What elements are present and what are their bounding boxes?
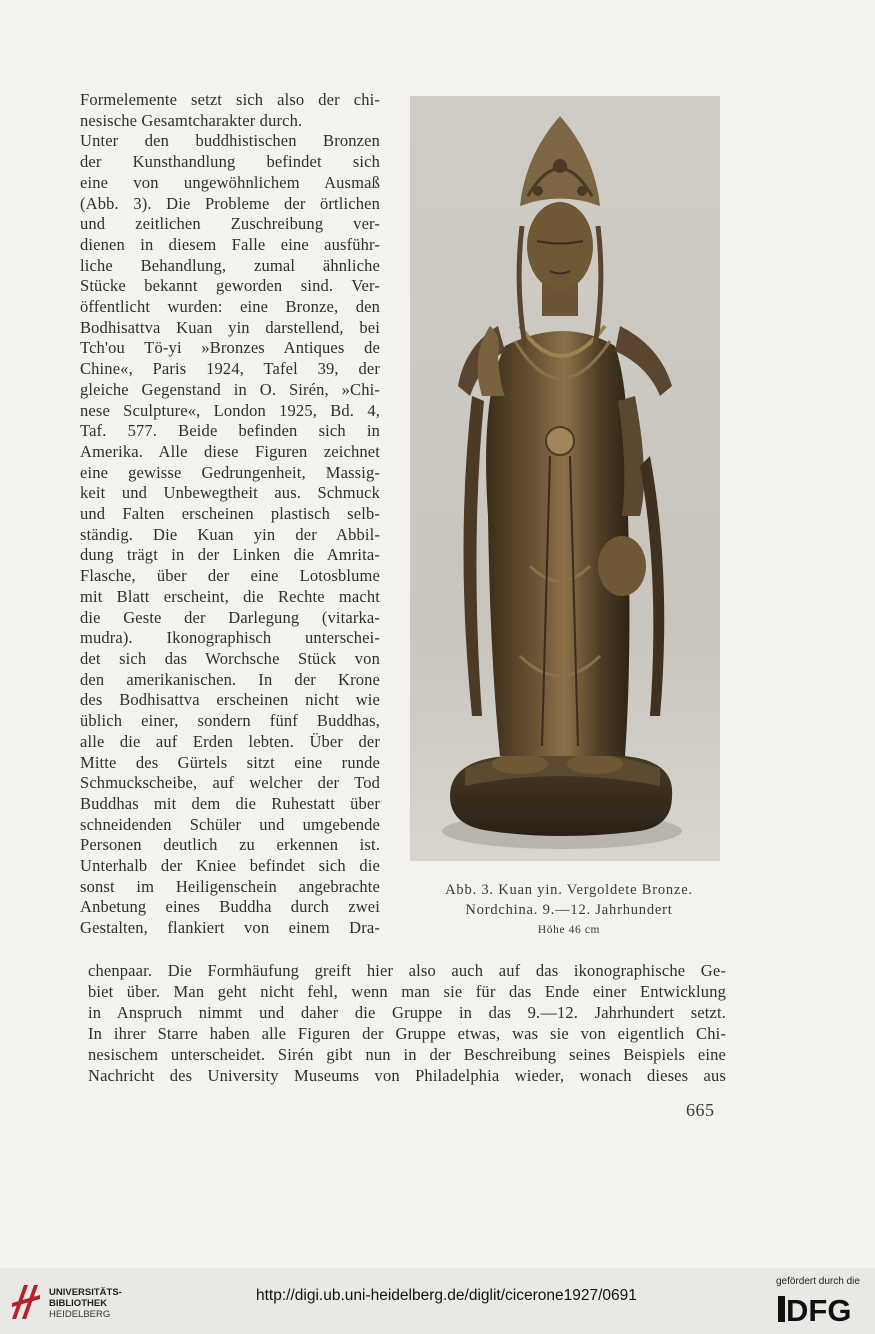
text-line: Unter den buddhistischen Bronzen (80, 131, 380, 151)
text-line: Unterhalb der Kniee befindet sich die (80, 856, 380, 876)
dfg-logo-icon[interactable] (778, 1293, 864, 1325)
caption-line-1: Abb. 3. Kuan yin. Vergoldete Bronze. (445, 882, 693, 898)
funding-note: gefördert durch die (776, 1276, 860, 1287)
text-line: dung trägt in der Linken die Amrita- (80, 545, 380, 565)
text-line: üblich einer, sondern fünf Buddhas, (80, 711, 380, 731)
text-line: alle die auf Erden lebten. Über der (80, 731, 380, 751)
text-line: Taf. 577. Beide befinden sich in (80, 421, 380, 441)
text-line: chenpaar. Die Formhäufung greift hier also auch auf das ikonographische Ge- (88, 961, 726, 980)
text-line: mudra). Ikonographisch unterschei- (80, 628, 380, 648)
dfg-logo-text: DFG (786, 1293, 852, 1325)
text-line: Flasche, über der eine Lotosblume (80, 566, 380, 586)
text-line: eine gewisse Gedrungenheit, Massig- (80, 462, 380, 482)
permalink-url[interactable]: http://digi.ub.uni-heidelberg.de/diglit/cicerone1927/0691 (256, 1287, 637, 1304)
text-line: und zeitlichen Zuschreibung ver- (80, 214, 380, 234)
text-line: Mitte des Gürtels sitzt eine runde (80, 752, 380, 772)
text-line: nese Sculpture«, London 1925, Bd. 4, (80, 400, 380, 420)
text-line: Amerika. Alle diese Figuren zeichnet (80, 441, 380, 461)
body-text-full-width (88, 960, 726, 1086)
text-line: biet über. Man geht nicht fehl, wenn man sie für das Ende einer Entwicklung (88, 982, 726, 1001)
text-line: Personen deutlich zu erkennen ist. (80, 835, 380, 855)
text-line: det sich das Worchsche Stück von (80, 648, 380, 668)
text-line: Chine«, Paris 1924, Tafel 39, der (80, 359, 380, 379)
text-line: eine von ungewöhnlichem Ausmaß (80, 172, 380, 192)
text-line: in Anspruch nimmt und daher die Gruppe in das 9.—12. Jahrhundert setzt. (88, 1003, 726, 1022)
library-name-line-1: UNIVERSITÄTS- (49, 1287, 122, 1298)
caption-line-2: Nordchina. 9.—12. Jahrhundert (465, 902, 673, 918)
page-number: 665 (686, 1100, 715, 1120)
text-line: In ihrer Starre haben alle Figuren der Gruppe etwas, was sie von eigentlich Chi- (88, 1024, 726, 1043)
library-name[interactable] (49, 1287, 122, 1320)
text-line: Formelemente setzt sich also der chi- (80, 90, 380, 109)
text-line: ständig. Die Kuan yin der Abbil- (80, 524, 380, 544)
text-line: Anbetung eines Buddha durch zwei (80, 897, 380, 917)
library-name-line-2: BIBLIOTHEK (49, 1298, 108, 1309)
caption-line-3: Höhe 46 cm (537, 924, 601, 936)
text-line: Nachricht des University Museums von Philadelphia wieder, wonach dieses aus (88, 1066, 726, 1085)
text-line: schneidenden Schüler und umgebende (80, 814, 380, 834)
bodhisattva-bronze-photo (410, 96, 720, 861)
text-line: Schmuckscheibe, auf welcher der Tod (80, 773, 380, 793)
text-line: mit Blatt erscheint, die Rechte macht (80, 586, 380, 606)
footer-bar (0, 1268, 875, 1334)
figure-caption (410, 880, 728, 940)
text-line: den amerikanischen. In der Krone (80, 669, 380, 689)
university-library-logo-icon[interactable] (10, 1281, 42, 1321)
text-line: Buddhas mit dem die Ruhestatt über (80, 793, 380, 813)
text-line: Tch'ou Tö-yi »Bronzes Antiques de (80, 338, 380, 358)
text-line: liche Behandlung, zumal ähnliche (80, 255, 380, 275)
text-line: des Bodhisattva erscheinen nicht wie (80, 690, 380, 710)
text-line: und Falten erscheinen plastisch selb- (80, 504, 380, 524)
text-line: keit und Unbewegtheit aus. Schmuck (80, 483, 380, 503)
kuan-yin-statue-illustration (410, 96, 720, 861)
text-line: sonst im Heiligenschein angebrachte (80, 876, 380, 896)
text-line: nesische Gesamtcharakter durch. (80, 110, 303, 130)
text-line: Stücke bekannt geworden sind. Ver- (80, 276, 380, 296)
text-line: öffentlicht wurden: eine Bronze, den (80, 297, 380, 317)
text-line: gleiche Gegenstand in O. Sirén, »Chi- (80, 379, 380, 399)
library-name-line-3: HEIDELBERG (49, 1309, 111, 1320)
text-line: (Abb. 3). Die Probleme der örtlichen (80, 193, 380, 213)
text-line: Gestalten, flankiert von einem Dra- (80, 918, 380, 938)
text-line: die Geste der Darlegung (vitarka- (80, 607, 380, 627)
body-text-left-column (80, 90, 380, 939)
text-line: dienen in diesem Falle eine ausführ- (80, 234, 380, 254)
text-line: Bodhisattva Kuan yin darstellend, bei (80, 317, 380, 337)
text-line: nesischem unterscheidet. Sirén gibt nun in der Beschreibung seines Beispiels eine (88, 1045, 726, 1064)
text-line: der Kunsthandlung befindet sich (80, 152, 380, 172)
